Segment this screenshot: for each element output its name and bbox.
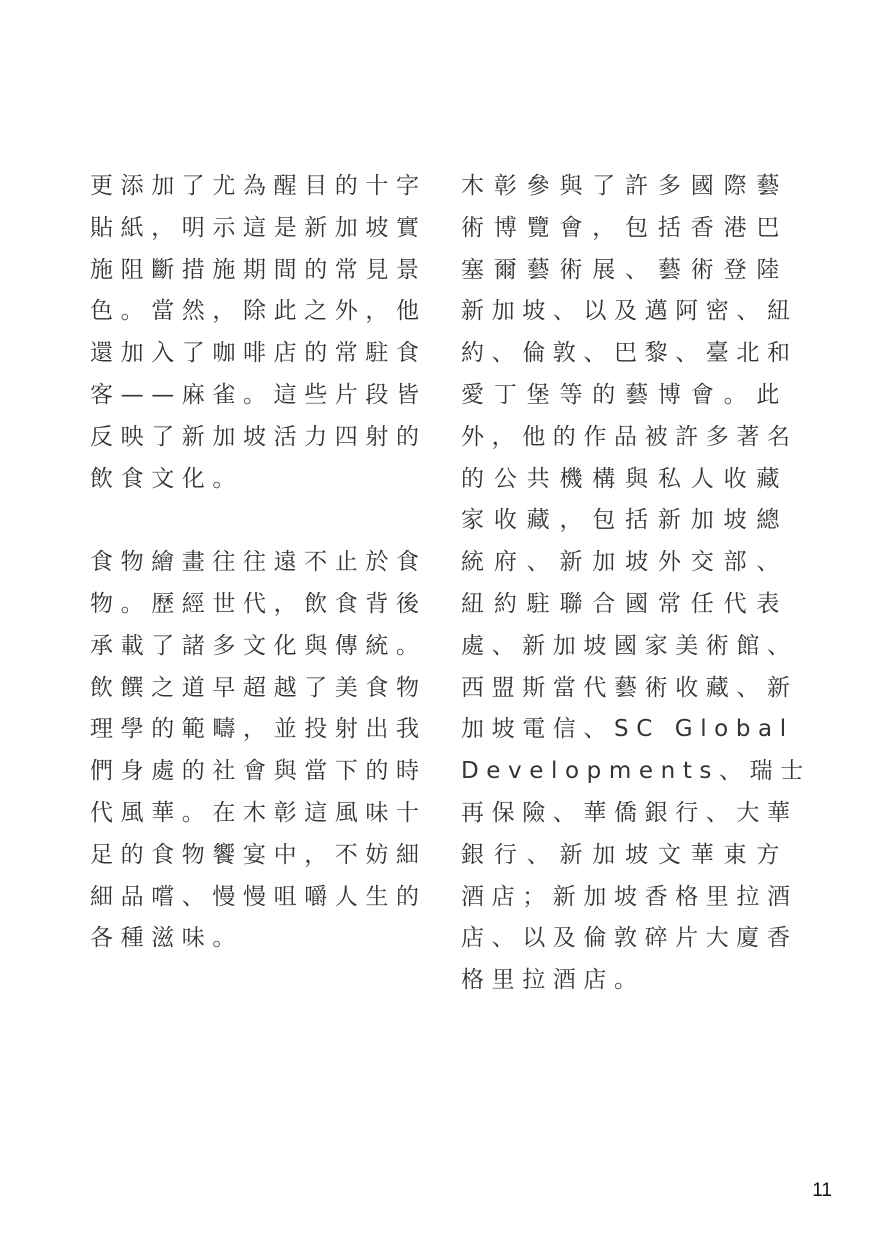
text-line: 反映了新加坡活力四射的 (90, 423, 427, 450)
text-line: 飲饌之道早超越了美食物 (90, 674, 427, 701)
text-line: 店、以及倫敦碎片大廈香 (461, 925, 798, 952)
text-line: 代風華。在木彰這風味十 (90, 799, 427, 826)
text-line: 承載了諸多文化與傳統。 (90, 632, 427, 659)
text-line: 酒店；新加坡香格里拉酒 (461, 883, 798, 910)
paragraph-food-stickers (90, 166, 427, 500)
text-line: 貼紙，明示這是新加坡實 (90, 214, 427, 241)
paragraph-spacer (90, 500, 414, 542)
left-column (90, 166, 427, 960)
text-line: 細品嚐、慢慢咀嚼人生的 (90, 883, 427, 910)
text-line: Developments、瑞士 (461, 758, 811, 785)
text-line: 外，他的作品被許多著名 (461, 423, 798, 450)
text-line: 格里拉酒店。 (461, 967, 645, 994)
text-line: 約、倫敦、巴黎、臺北和 (461, 340, 798, 367)
text-line: 銀行、新加坡文華東方 (461, 841, 787, 868)
text-line: 術博覽會，包括香港巴 (461, 214, 787, 241)
text-line: 木彰參與了許多國際藝 (461, 173, 787, 199)
text-line: 飲食文化。 (90, 465, 243, 492)
paragraph-food-culture (90, 542, 427, 960)
text-line: 各種滋味。 (90, 925, 243, 952)
text-line: 客——麻雀。這些片段皆 (90, 381, 427, 408)
text-line: 紐約駐聯合國常任代表 (461, 590, 787, 617)
text-line: 色。當然，除此之外，他 (90, 298, 427, 325)
text-line: 食物繪畫往往遠不止於食 (90, 549, 427, 576)
text-line: 加坡電信、SC Global (461, 716, 794, 743)
text-line: 還加入了咖啡店的常駐食 (90, 340, 427, 367)
text-line: 再保險、華僑銀行、大華 (461, 799, 798, 826)
text-line: 西盟斯當代藝術收藏、新 (461, 674, 798, 701)
text-line: 統府、新加坡外交部、 (461, 549, 787, 576)
page-number: 11 (812, 1180, 832, 1201)
text-line: 家收藏，包括新加坡總 (461, 507, 787, 534)
text-line: 物。歷經世代，飲食背後 (90, 590, 427, 617)
text-line: 處、新加坡國家美術館、 (461, 632, 798, 659)
text-line: 足的食物饗宴中，不妨細 (90, 841, 427, 868)
text-line: 更添加了尤為醒目的十字 (90, 173, 427, 199)
text-line: 新加坡、以及邁阿密、紐 (461, 298, 798, 325)
text-line: 施阻斷措施期間的常見景 (90, 256, 427, 283)
text-line: 理學的範疇，並投射出我 (90, 716, 427, 743)
text-line: 們身處的社會與當下的時 (90, 758, 427, 785)
text-line: 愛丁堡等的藝博會。此 (461, 381, 787, 408)
text-line: 的公共機構與私人收藏 (461, 465, 787, 492)
text-line: 塞爾藝術展、藝術登陸 (461, 256, 787, 283)
right-column (461, 166, 811, 1002)
paragraph-exhibitions-collections (461, 166, 811, 1002)
